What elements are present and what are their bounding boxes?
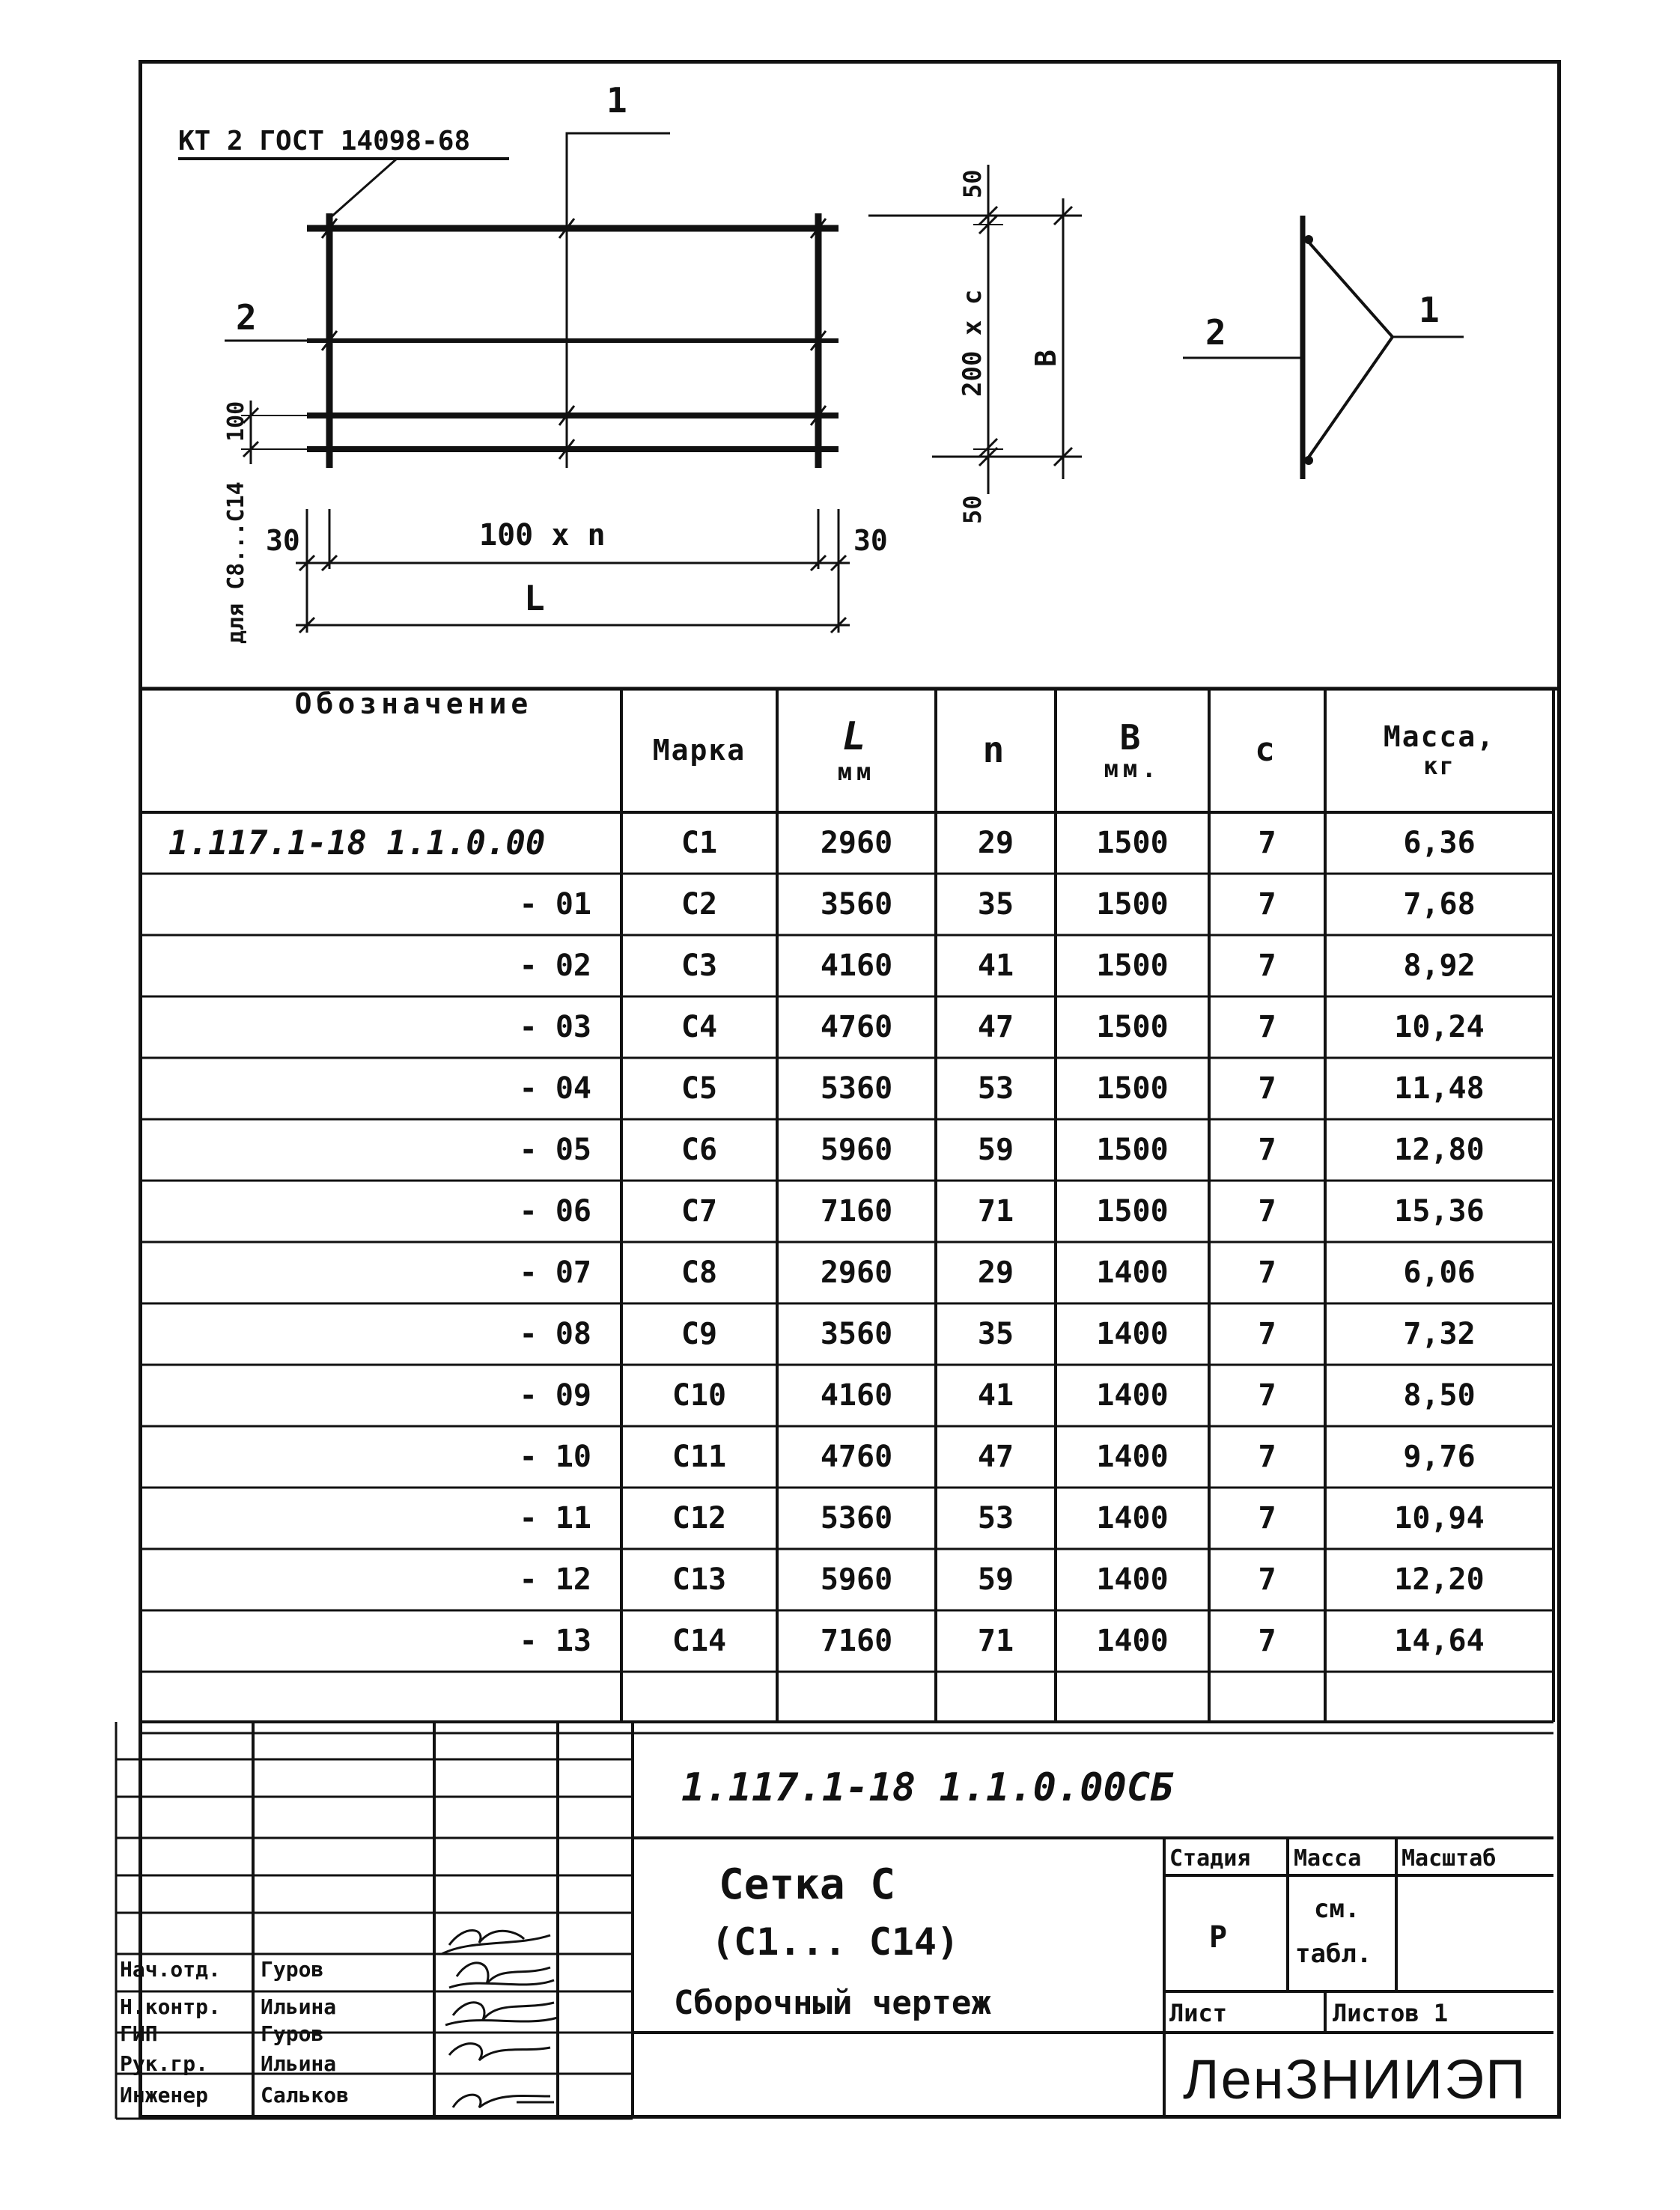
cell-marka: С4: [681, 1010, 718, 1044]
cell-oboz: 1.117.1-18 1.1.0.00: [168, 824, 546, 862]
drawing-type: Сборочный чертеж: [674, 1984, 991, 2022]
cell-B: 1500: [1096, 1010, 1169, 1044]
dim-100-label: 100: [223, 401, 249, 442]
cell-oboz: - 10: [519, 1440, 591, 1474]
stamp-name: Сальков: [261, 2083, 350, 2107]
cell-oboz: - 03: [519, 1010, 591, 1044]
cell-c: 7: [1258, 1133, 1276, 1167]
cell-oboz: - 12: [519, 1562, 591, 1597]
header-B: B мм.: [1104, 716, 1161, 784]
cell-oboz: - 04: [519, 1071, 591, 1106]
cell-mass: 12,80: [1394, 1133, 1485, 1167]
cell-B: 1400: [1096, 1378, 1169, 1413]
cell-oboz: - 07: [519, 1255, 591, 1290]
cell-marka: С11: [672, 1440, 727, 1474]
cell-B: 1400: [1096, 1255, 1169, 1290]
sheet-label: Лист: [1169, 1999, 1228, 2027]
product-range: (С1... С14): [711, 1920, 960, 1964]
header-c: c: [1255, 731, 1279, 770]
cell-c: 7: [1258, 1194, 1276, 1229]
cell-mass: 11,48: [1394, 1071, 1485, 1106]
stamp-role: Инженер: [120, 2083, 209, 2107]
cell-oboz: - 01: [519, 887, 591, 922]
cell-oboz: - 09: [519, 1378, 591, 1413]
cell-L: 7160: [820, 1624, 893, 1658]
stamp-role: Н.контр.: [120, 1994, 221, 2019]
cell-mass: 8,50: [1403, 1378, 1476, 1413]
cell-mass: 10,94: [1394, 1501, 1485, 1535]
cell-mass: 12,20: [1394, 1562, 1485, 1597]
cell-L: 5360: [820, 1071, 893, 1106]
cell-oboz: - 02: [519, 949, 591, 983]
document-code: 1.117.1-18 1.1.0.00СБ: [681, 1765, 1174, 1810]
cell-c: 7: [1258, 1255, 1276, 1290]
header-n: n: [982, 729, 1009, 772]
cell-n: 71: [977, 1624, 1014, 1658]
cell-B: 1500: [1096, 1194, 1169, 1229]
dim-30-left: 30: [266, 524, 300, 557]
cell-c: 7: [1258, 887, 1276, 922]
cell-marka: С12: [672, 1501, 727, 1535]
cell-n: 53: [977, 1501, 1014, 1535]
cell-L: 7160: [820, 1194, 893, 1229]
cell-oboz: - 06: [519, 1194, 591, 1229]
cell-marka: С6: [681, 1133, 718, 1167]
cell-L: 5960: [820, 1133, 893, 1167]
cell-oboz: - 11: [519, 1501, 591, 1535]
cell-marka: С1: [681, 826, 718, 860]
cell-c: 7: [1258, 1501, 1276, 1535]
cell-mass: 10,24: [1394, 1010, 1485, 1044]
dim-30-right: 30: [853, 524, 888, 557]
cell-marka: С10: [672, 1378, 727, 1413]
cell-n: 59: [977, 1562, 1014, 1597]
cell-mass: 14,64: [1394, 1624, 1485, 1658]
cell-marka: С5: [681, 1071, 718, 1106]
cell-n: 53: [977, 1071, 1014, 1106]
dim-B-label: B: [1029, 350, 1062, 367]
cell-n: 47: [977, 1010, 1014, 1044]
cell-L: 4160: [820, 949, 893, 983]
cell-B: 1500: [1096, 949, 1169, 983]
cell-mass: 7,32: [1403, 1317, 1476, 1351]
cell-c: 7: [1258, 826, 1276, 860]
cell-n: 41: [977, 1378, 1014, 1413]
cell-L: 2960: [820, 826, 893, 860]
cell-L: 3560: [820, 1317, 893, 1351]
cell-B: 1400: [1096, 1317, 1169, 1351]
cell-c: 7: [1258, 1440, 1276, 1474]
scale-label: Масштаб: [1401, 1845, 1497, 1872]
mass-value-1: см.: [1314, 1894, 1360, 1924]
cell-B: 1400: [1096, 1440, 1169, 1474]
cell-L: 4160: [820, 1378, 893, 1413]
stamp-name: Ильина: [261, 2051, 337, 2076]
cell-marka: С7: [681, 1194, 718, 1229]
dim-200xc-label: 200 x c: [958, 289, 987, 397]
cell-c: 7: [1258, 1317, 1276, 1351]
cell-mass: 7,68: [1403, 887, 1476, 922]
cell-n: 71: [977, 1194, 1014, 1229]
cell-mass: 8,92: [1403, 949, 1476, 983]
cell-B: 1500: [1096, 1071, 1169, 1106]
cell-n: 47: [977, 1440, 1014, 1474]
side-note: для С8...С14: [223, 481, 249, 644]
cell-L: 3560: [820, 887, 893, 922]
stamp-name: Ильина: [261, 1994, 337, 2019]
cell-B: 1400: [1096, 1624, 1169, 1658]
cell-marka: С8: [681, 1255, 718, 1290]
cell-n: 29: [977, 1255, 1014, 1290]
header-L: L мм: [837, 714, 876, 786]
cell-oboz: - 08: [519, 1317, 591, 1351]
mass-value-2: табл.: [1295, 1939, 1372, 1969]
cell-B: 1500: [1096, 826, 1169, 860]
product-name: Сетка С: [719, 1860, 896, 1909]
signatures: [442, 1930, 558, 2107]
sheets-count: Листов 1: [1333, 1999, 1449, 2027]
header-marka: Марка: [652, 733, 746, 767]
dim-L-label: L: [524, 578, 545, 618]
cell-n: 59: [977, 1133, 1014, 1167]
cell-L: 2960: [820, 1255, 893, 1290]
cell-c: 7: [1258, 949, 1276, 983]
position-2-label: 2: [236, 297, 257, 338]
cell-marka: С9: [681, 1317, 718, 1351]
cell-B: 1500: [1096, 1133, 1169, 1167]
stamp-role: Нач.отд.: [120, 1957, 221, 1982]
mass-label: Масса: [1294, 1845, 1362, 1872]
stage-value: Р: [1209, 1920, 1228, 1955]
weld-note: КТ 2 ГОСТ 14098-68: [178, 126, 471, 156]
cell-marka: С3: [681, 949, 718, 983]
stamp-name: Гуров: [261, 2021, 324, 2046]
cell-n: 35: [977, 1317, 1014, 1351]
dim-100xn-label: 100 x n: [479, 518, 606, 552]
cell-c: 7: [1258, 1378, 1276, 1413]
cell-L: 5960: [820, 1562, 893, 1597]
stamp-role: ГИП: [120, 2021, 158, 2046]
cell-oboz: - 13: [519, 1624, 591, 1658]
cell-oboz: - 05: [519, 1133, 591, 1167]
dim-50-top: 50: [958, 169, 987, 198]
section-position-1: 1: [1419, 290, 1440, 330]
cell-c: 7: [1258, 1071, 1276, 1106]
cell-marka: С14: [672, 1624, 727, 1658]
cell-mass: 6,36: [1403, 826, 1476, 860]
cell-L: 5360: [820, 1501, 893, 1535]
stamp-role: Рук.гр.: [120, 2051, 209, 2076]
cell-mass: 9,76: [1403, 1440, 1476, 1474]
position-1-label: 1: [606, 80, 627, 121]
organization-name: ЛенЗНИИЭП: [1183, 2048, 1527, 2110]
cell-mass: 6,06: [1403, 1255, 1476, 1290]
stage-label: Стадия: [1169, 1845, 1251, 1872]
cell-c: 7: [1258, 1562, 1276, 1597]
stamp-name: Гуров: [261, 1957, 324, 1982]
cell-B: 1400: [1096, 1501, 1169, 1535]
cell-mass: 15,36: [1394, 1194, 1485, 1229]
cell-c: 7: [1258, 1010, 1276, 1044]
header-oboznachenie: Обозначение: [294, 687, 533, 720]
header-massa: Масса, кг: [1383, 720, 1496, 780]
cell-n: 35: [977, 887, 1014, 922]
section-position-2: 2: [1205, 312, 1226, 353]
cell-n: 41: [977, 949, 1014, 983]
cell-L: 4760: [820, 1440, 893, 1474]
cell-B: 1500: [1096, 887, 1169, 922]
cell-marka: С13: [672, 1562, 727, 1597]
dim-50-bottom: 50: [958, 495, 987, 524]
cell-marka: С2: [681, 887, 718, 922]
cell-c: 7: [1258, 1624, 1276, 1658]
cell-B: 1400: [1096, 1562, 1169, 1597]
cell-L: 4760: [820, 1010, 893, 1044]
cell-n: 29: [977, 826, 1014, 860]
